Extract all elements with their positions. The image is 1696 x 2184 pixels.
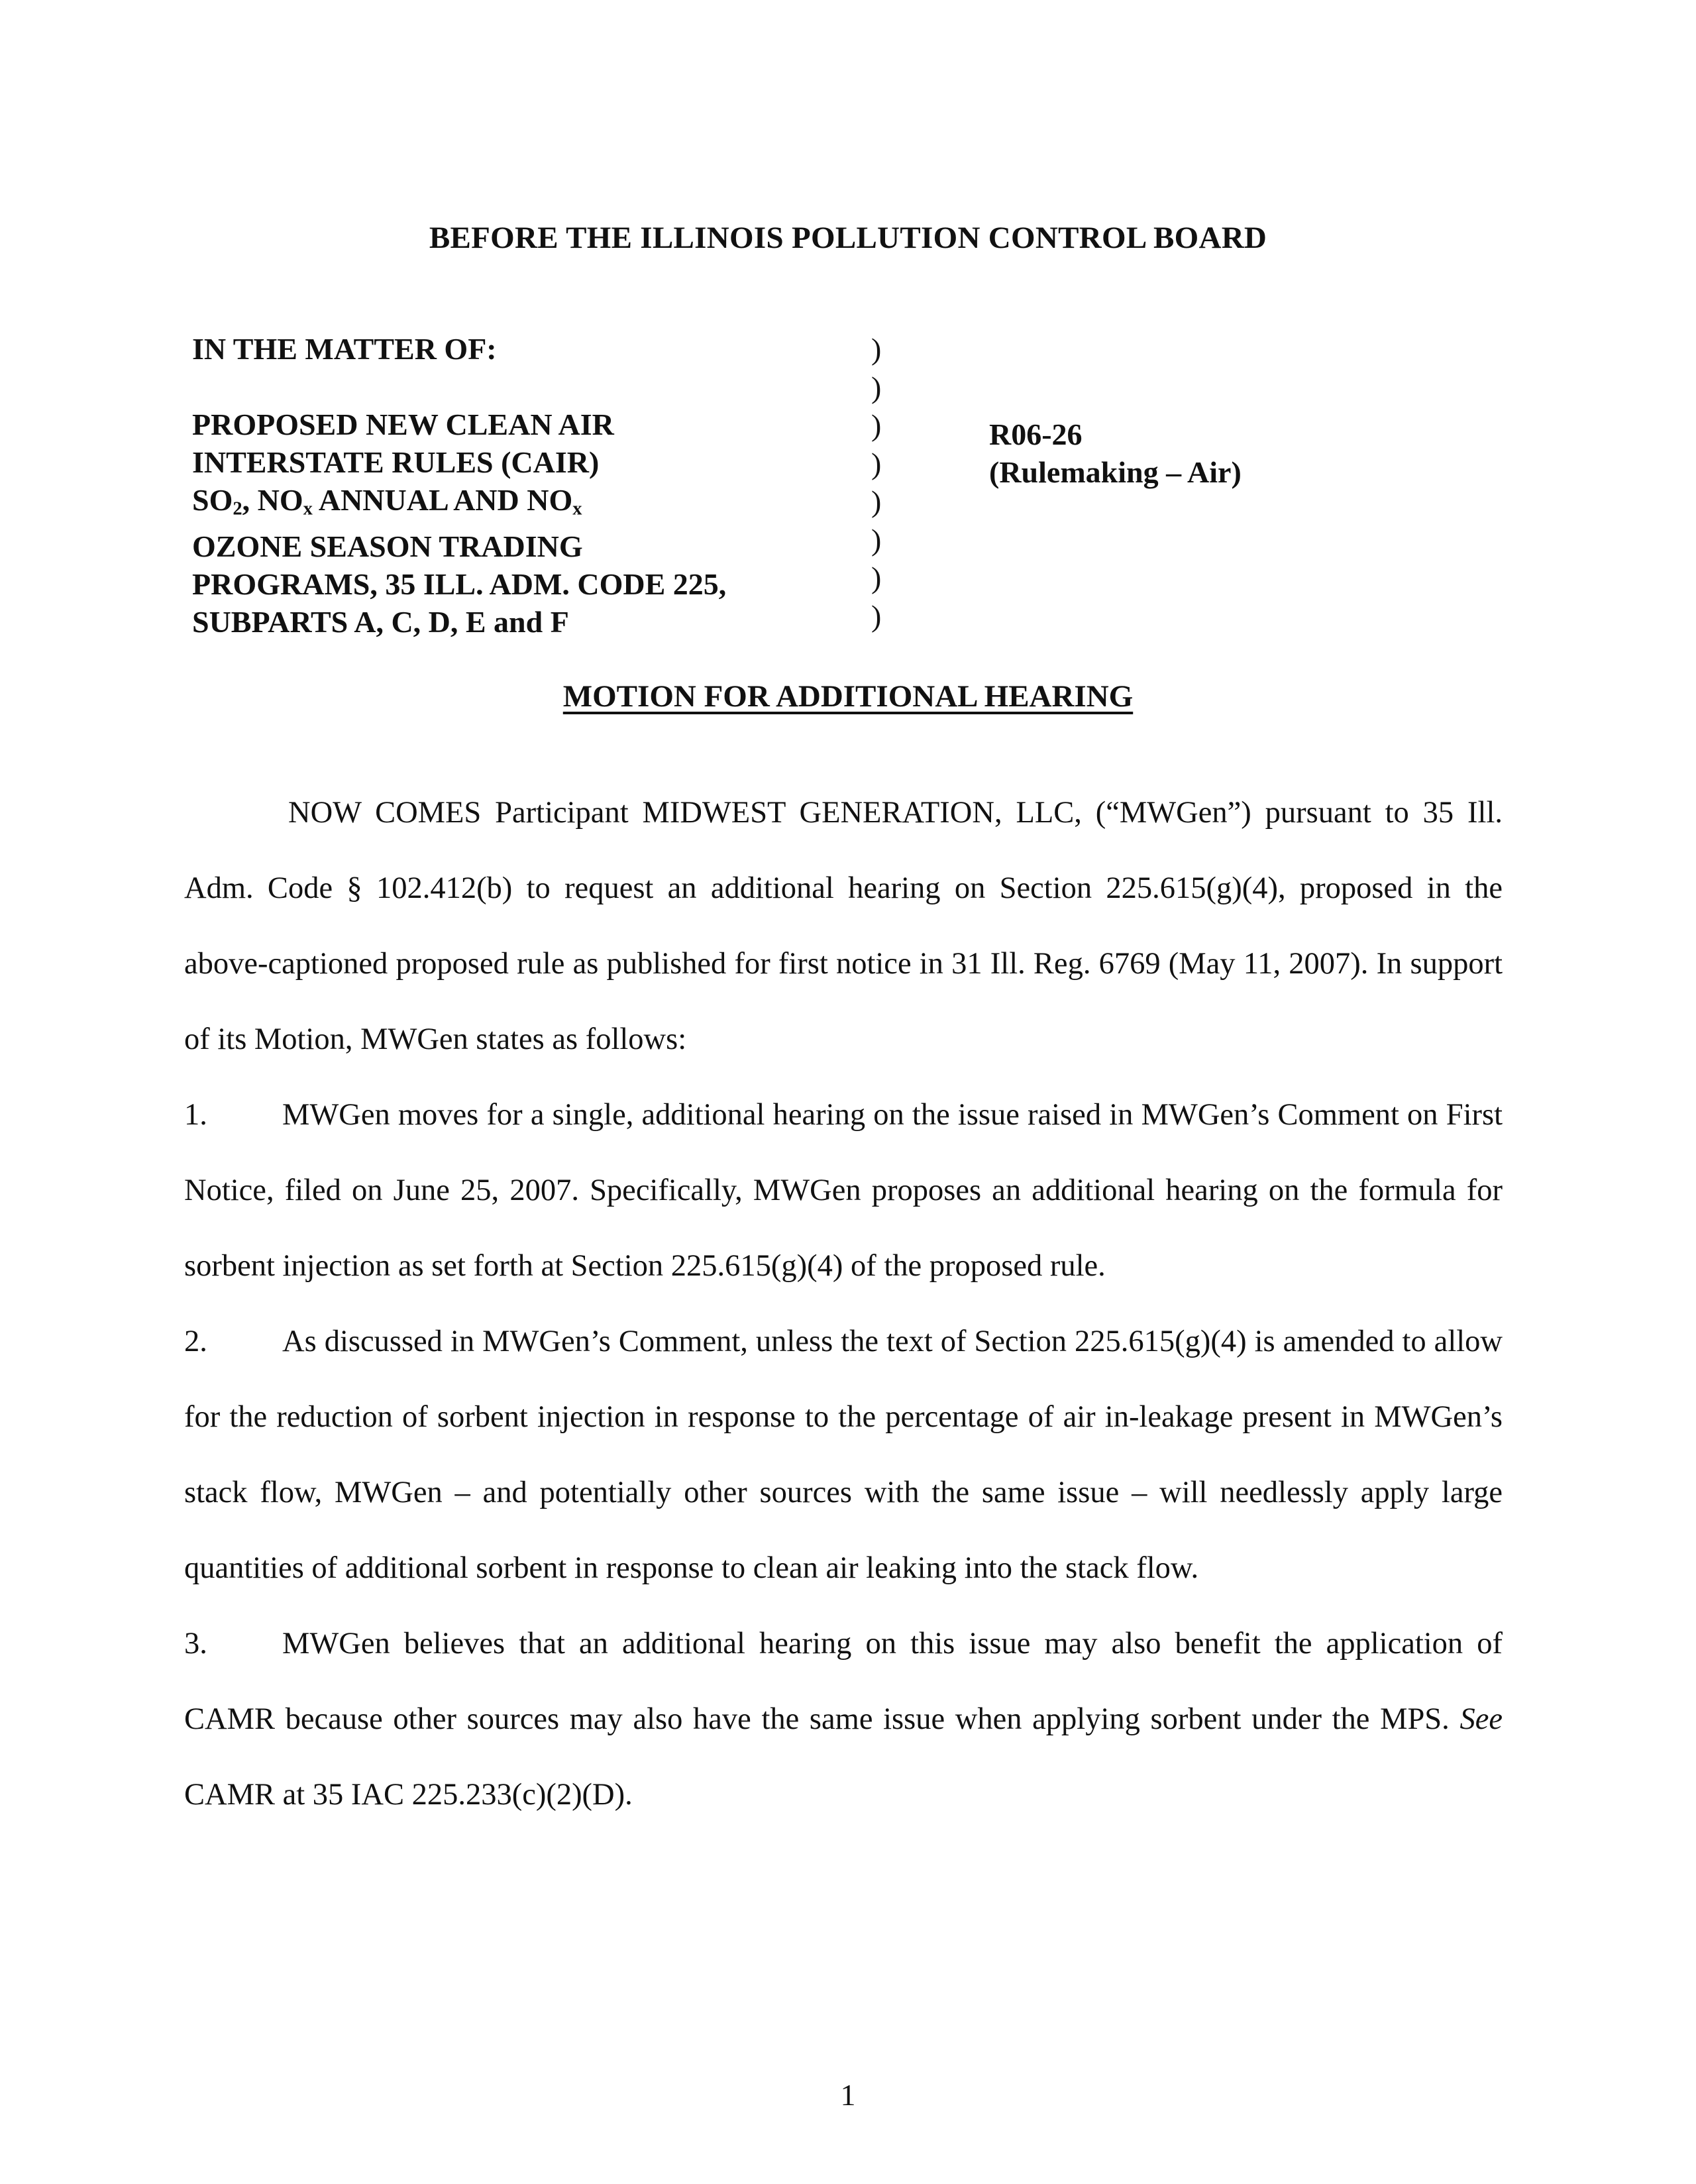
- caption-case-title: [192, 330, 726, 641]
- in-the-matter-label: IN THE MATTER OF:: [192, 332, 497, 366]
- paragraph-text: MWGen believes that an additional hearing on this issue may also benefit the application of CAMR because other sources may also have the same issue when applying sorbent under the MPS.: [184, 1627, 1503, 1736]
- paragraph-text: MWGen moves for a single, additional hearing on the issue raised in MWGen’s Comment on First Notice, filed on June 25, 2007. Specifically, MWGen proposes an additional hearing on the formula for sorbent injection as set forth at Section 225.615(g)(4) of the proposed rule.: [184, 1098, 1503, 1283]
- caption-paren: ): [871, 370, 882, 404]
- numbered-paragraph-2: [184, 1304, 1503, 1606]
- caption-spacer: [192, 368, 726, 406]
- so-subscript: 2: [233, 498, 242, 519]
- caption-line-1: PROPOSED NEW CLEAN AIR: [192, 408, 614, 441]
- paragraph-text-end: CAMR at 35 IAC 225.233(c)(2)(D).: [184, 1778, 633, 1812]
- paragraph-number: 3.: [184, 1627, 207, 1661]
- docket-type: (Rulemaking – Air): [989, 455, 1242, 489]
- caption-paren: ): [871, 332, 882, 366]
- caption-parentheses: [871, 330, 881, 635]
- caption-paren: ): [871, 484, 882, 518]
- docket-number: R06-26: [989, 417, 1083, 451]
- caption-line-6: SUBPARTS A, C, D, E and F: [192, 605, 569, 639]
- citation-signal: See: [1459, 1702, 1503, 1736]
- so-text: SO: [192, 483, 233, 517]
- motion-body: [184, 775, 1503, 1833]
- intro-paragraph: NOW COMES Participant MIDWEST GENERATION, LLC, (“MWGen”) pursuant to 35 Ill. Adm. Code § 102.412(b) to request an additional hearing on Section 225.615(g)(4), proposed in the above-captioned proposed rule as published for first notice in 31 Ill. Reg. 6769 (May 11, 2007). In support of its Motion, MWGen states as follows:: [184, 796, 1503, 1056]
- caption-line-3: [192, 481, 726, 527]
- caption-line-5: PROGRAMS, 35 ILL. ADM. CODE 225,: [192, 567, 727, 602]
- caption-paren: ): [871, 598, 882, 633]
- page-number: 1: [840, 2078, 856, 2112]
- paragraph-text: As discussed in MWGen’s Comment, unless the text of Section 225.615(g)(4) is amended to allow for the reduction of sorbent injection in response to the percentage of air in-leakage present in MWGen’s stack flow, MWGen – and potentially other sources with the same issue – will needlessly apply large quantities of additional sorbent in response to clean air leaking into the stack flow.: [184, 1325, 1503, 1585]
- docket-info: [989, 415, 1242, 491]
- nox-subscript: x: [572, 498, 582, 519]
- numbered-paragraph-1: [184, 1077, 1503, 1304]
- caption-line-2: INTERSTATE RULES (CAIR): [192, 445, 600, 479]
- caption-paren: ): [871, 446, 882, 480]
- paragraph-number: 1.: [184, 1098, 207, 1132]
- caption-line-4: OZONE SEASON TRADING: [192, 529, 583, 564]
- motion-title: MOTION FOR ADDITIONAL HEARING: [562, 679, 1134, 714]
- no-subscript: x: [303, 498, 313, 519]
- board-title: BEFORE THE ILLINOIS POLLUTION CONTROL BOARD: [429, 221, 1267, 255]
- annual-text: ANNUAL AND NO: [312, 483, 573, 517]
- caption-paren: ): [871, 561, 882, 594]
- caption-paren: ): [871, 408, 882, 442]
- caption-paren: ): [871, 522, 882, 557]
- numbered-paragraph-3: [184, 1606, 1503, 1833]
- paragraph-number: 2.: [184, 1325, 207, 1358]
- no-text: , NO: [242, 483, 303, 517]
